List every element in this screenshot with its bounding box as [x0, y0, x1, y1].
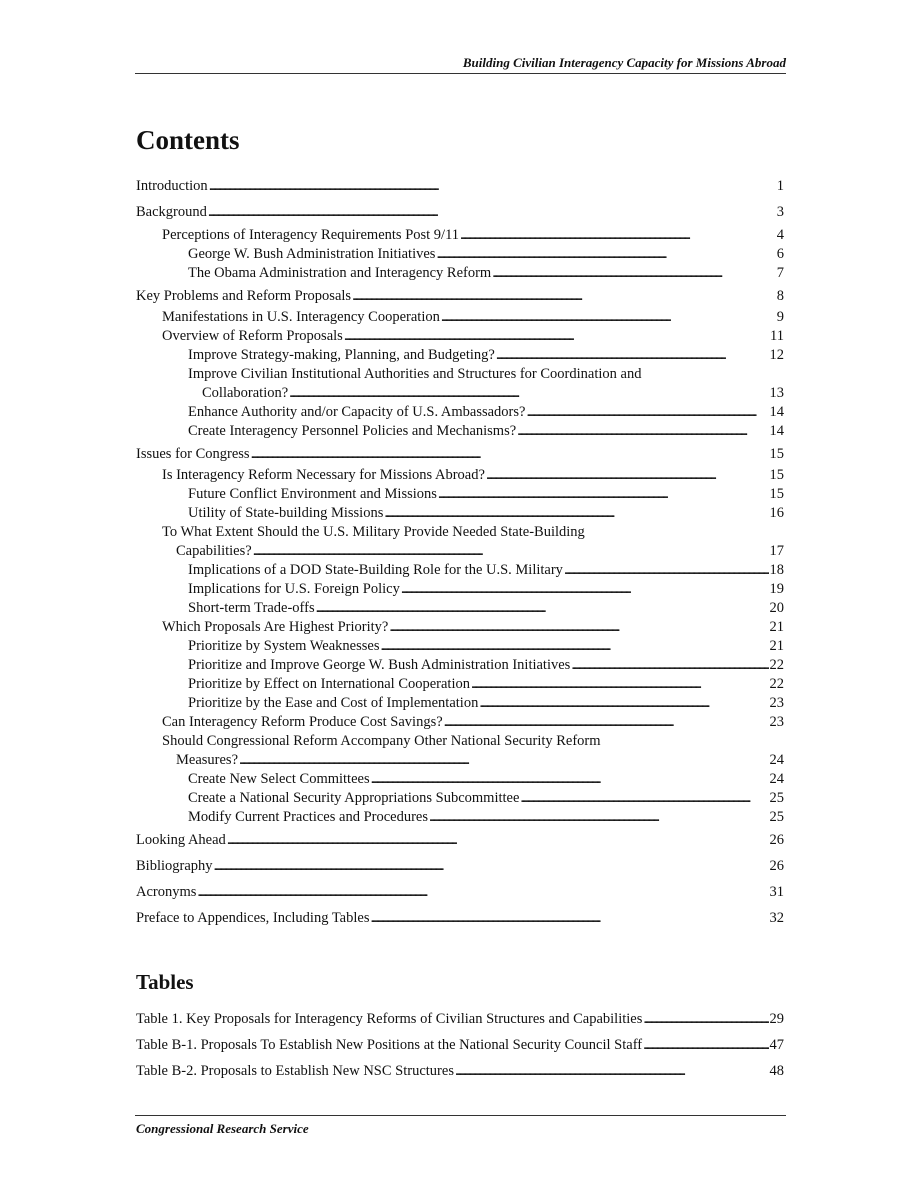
- tables-heading: Tables: [136, 970, 194, 994]
- toc-entry-introduction[interactable]: [136, 177, 784, 196]
- toc-entry-title: Key Problems and Reform Proposals: [136, 288, 352, 304]
- toc-page-number: 23: [769, 695, 784, 711]
- dot-leader: [239, 751, 768, 770]
- toc-entry-obama-reform[interactable]: [136, 264, 784, 283]
- toc-entry-title: George W. Bush Administration Initiatives: [188, 246, 436, 262]
- toc-entry-trade-offs[interactable]: [136, 599, 784, 618]
- toc-entry-personnel-policies[interactable]: [136, 422, 784, 441]
- toc-page-number: 21: [769, 638, 784, 654]
- toc-entry-international-cooperation[interactable]: [136, 675, 784, 694]
- toc-page-number: 11: [770, 328, 784, 344]
- toc-entry-title: Manifestations in U.S. Interagency Cooperation: [162, 309, 440, 325]
- toc-entry-military-capabilities[interactable]: [136, 523, 784, 561]
- toc-entry-improve-bush-initiatives[interactable]: [136, 656, 784, 675]
- toc-page-number: 13: [769, 385, 784, 401]
- toc-entry-background[interactable]: [136, 203, 784, 222]
- running-header: Building Civilian Interagency Capacity for Missions Abroad: [462, 55, 786, 70]
- dot-leader: [571, 656, 768, 675]
- dot-leader: [401, 580, 769, 599]
- toc-entry-title: Prioritize and Improve George W. Bush Administration Initiatives: [188, 657, 571, 673]
- dot-leader: [344, 327, 769, 346]
- toc-entry-preface-appendices[interactable]: [136, 909, 784, 928]
- toc-page-number: 15: [769, 446, 784, 462]
- toc-page-number: 22: [769, 657, 784, 673]
- toc-entry-issues-congress[interactable]: [136, 445, 784, 464]
- toc-entry-title-line1: Improve Civilian Institutional Authorities and Structures for Coordination and: [188, 366, 642, 382]
- toc-page-number: 3: [776, 204, 784, 220]
- dot-leader: [496, 346, 769, 365]
- toc-page-number: 24: [769, 771, 784, 787]
- dot-leader: [438, 485, 769, 504]
- dot-leader: [564, 561, 769, 580]
- tables-entry-table-1[interactable]: [136, 1010, 784, 1029]
- toc-entry-state-building-utility[interactable]: [136, 504, 784, 523]
- toc-entry-title: Utility of State-building Missions: [188, 505, 384, 521]
- dot-leader: [517, 422, 768, 441]
- toc-entry-dod-implications[interactable]: [136, 561, 784, 580]
- toc-page-number: 8: [776, 288, 784, 304]
- toc-entry-title: Background: [136, 204, 207, 220]
- toc-page-number: 23: [769, 714, 784, 730]
- toc-entry-title: Create Interagency Personnel Policies and Mechanisms?: [188, 423, 517, 439]
- tables-page-number: 29: [769, 1011, 784, 1027]
- tables-entry-title: Table 1. Key Proposals for Interagency Reforms of Civilian Structures and Capabilities: [136, 1011, 643, 1027]
- toc-entry-strategy-making[interactable]: [136, 346, 784, 365]
- toc-entry-title: Issues for Congress: [136, 446, 250, 462]
- toc-page-number: 12: [769, 347, 784, 363]
- dot-leader: [289, 384, 768, 403]
- dot-leader: [492, 264, 776, 283]
- dot-leader: [526, 403, 768, 422]
- dot-leader: [460, 226, 776, 245]
- toc-entry-title: Bibliography: [136, 858, 213, 874]
- dot-leader: [209, 177, 776, 196]
- toc-entry-title: Acronyms: [136, 884, 197, 900]
- toc-entry-title: Short-term Trade-offs: [188, 600, 315, 616]
- toc-entry-title: Prioritize by the Ease and Cost of Implementation: [188, 695, 479, 711]
- dot-leader: [371, 770, 769, 789]
- tables-entry-table-b2[interactable]: [136, 1062, 784, 1081]
- dot-leader: [643, 1036, 768, 1055]
- toc-page-number: 22: [769, 676, 784, 692]
- toc-entry-title: Perceptions of Interagency Requirements Post 9/11: [162, 227, 460, 243]
- toc-entry-ease-cost[interactable]: [136, 694, 784, 713]
- contents-heading: Contents: [136, 125, 240, 155]
- toc-page-number: 24: [769, 752, 784, 768]
- tables-page-number: 48: [769, 1063, 784, 1079]
- toc-entry-title: Capabilities?: [176, 543, 252, 559]
- dot-leader: [251, 445, 769, 464]
- toc-page-number: 25: [769, 809, 784, 825]
- dot-leader: [316, 599, 769, 618]
- toc-entry-title-line1: Should Congressional Reform Accompany Other National Security Reform: [162, 733, 601, 749]
- dot-leader: [384, 504, 768, 523]
- toc-page-number: 26: [769, 858, 784, 874]
- running-footer: Congressional Research Service: [136, 1121, 309, 1136]
- toc-entry-cost-savings[interactable]: [136, 713, 784, 732]
- toc-page-number: 1: [776, 178, 784, 194]
- toc-entry-title: Future Conflict Environment and Missions: [188, 486, 437, 502]
- toc-entry-manifestations[interactable]: [136, 308, 784, 327]
- toc-entry-appropriations-subcommittee[interactable]: [136, 789, 784, 808]
- dot-leader: [520, 789, 768, 808]
- dot-leader: [455, 1062, 769, 1081]
- toc-entry-future-conflict[interactable]: [136, 485, 784, 504]
- toc-entry-congressional-reform[interactable]: [136, 732, 784, 770]
- toc-page-number: 7: [776, 265, 784, 281]
- toc-entry-system-weaknesses[interactable]: [136, 637, 784, 656]
- toc-page-number: 4: [776, 227, 784, 243]
- toc-entry-title: Collaboration?: [202, 385, 289, 401]
- toc-entry-title: Create a National Security Appropriations Subcommittee: [188, 790, 520, 806]
- toc-entry-title: Which Proposals Are Highest Priority?: [162, 619, 389, 635]
- toc-entry-acronyms[interactable]: [136, 883, 784, 902]
- dot-leader: [214, 857, 769, 876]
- toc-entry-title: The Obama Administration and Interagency Reform: [188, 265, 492, 281]
- dot-leader: [441, 308, 776, 327]
- dot-leader: [370, 909, 768, 928]
- toc-page-number: 31: [769, 884, 784, 900]
- dot-leader: [643, 1010, 768, 1029]
- toc-page-number: 25: [769, 790, 784, 806]
- toc-page-number: 20: [769, 600, 784, 616]
- dot-leader: [479, 694, 768, 713]
- tables-entry-title: Table B-2. Proposals to Establish New NSC Structures: [136, 1063, 454, 1079]
- tables-page-number: 47: [769, 1037, 784, 1053]
- tables-entry-title: Table B-1. Proposals To Establish New Positions at the National Security Council Staff: [136, 1037, 643, 1053]
- dot-leader: [208, 203, 776, 222]
- toc-entry-title-line1: To What Extent Should the U.S. Military Provide Needed State-Building: [162, 524, 585, 540]
- toc-page-number: 17: [769, 543, 784, 559]
- dot-leader: [352, 287, 776, 306]
- toc-entry-civilian-authorities[interactable]: [136, 365, 784, 403]
- toc-entry-title: Is Interagency Reform Necessary for Missions Abroad?: [162, 467, 485, 483]
- toc-entry-title: Implications for U.S. Foreign Policy: [188, 581, 400, 597]
- toc-entry-title: Prioritize by System Weaknesses: [188, 638, 380, 654]
- toc-entry-overview[interactable]: [136, 327, 784, 346]
- toc-entry-title: Can Interagency Reform Produce Cost Savings?: [162, 714, 443, 730]
- toc-entry-title: Implications of a DOD State-Building Role for the U.S. Military: [188, 562, 563, 578]
- dot-leader: [444, 713, 769, 732]
- toc-entry-title: Modify Current Practices and Procedures: [188, 809, 428, 825]
- toc-page-number: 32: [769, 910, 784, 926]
- toc-entry-bush-initiatives[interactable]: [136, 245, 784, 264]
- toc-page-number: 9: [776, 309, 784, 325]
- toc-page-number: 26: [769, 832, 784, 848]
- toc-page-number: 15: [769, 486, 784, 502]
- toc-page-number: 18: [769, 562, 784, 578]
- dot-leader: [197, 883, 768, 902]
- toc-entry-title: Preface to Appendices, Including Tables: [136, 910, 370, 926]
- toc-entry-highest-priority[interactable]: [136, 618, 784, 637]
- header-rule: [135, 73, 786, 74]
- toc-entry-ambassadors[interactable]: [136, 403, 784, 422]
- dot-leader: [436, 245, 775, 264]
- dot-leader: [227, 831, 769, 850]
- footer-rule: [135, 1115, 786, 1116]
- toc-entry-title: Improve Strategy-making, Planning, and Budgeting?: [188, 347, 495, 363]
- toc-entry-looking-ahead[interactable]: [136, 831, 784, 850]
- toc-entry-reform-necessary[interactable]: [136, 466, 784, 485]
- toc-entry-perceptions[interactable]: [136, 226, 784, 245]
- toc-page-number: 14: [769, 423, 784, 439]
- toc-entry-foreign-policy[interactable]: [136, 580, 784, 599]
- toc-entry-title: Overview of Reform Proposals: [162, 328, 343, 344]
- toc-page-number: 19: [769, 581, 784, 597]
- toc-entry-select-committees[interactable]: [136, 770, 784, 789]
- dot-leader: [429, 808, 769, 827]
- toc-entry-title: Introduction: [136, 178, 208, 194]
- toc-page-number: 16: [769, 505, 784, 521]
- dot-leader: [253, 542, 769, 561]
- toc-entry-title: Prioritize by Effect on International Cooperation: [188, 676, 470, 692]
- dot-leader: [471, 675, 769, 694]
- toc-entry-title: Enhance Authority and/or Capacity of U.S. Ambassadors?: [188, 404, 526, 420]
- toc-page-number: 14: [769, 404, 784, 420]
- toc-entry-modify-practices[interactable]: [136, 808, 784, 827]
- toc-entry-title: Looking Ahead: [136, 832, 226, 848]
- dot-leader: [486, 466, 769, 485]
- toc-page-number: 21: [769, 619, 784, 635]
- dot-leader: [380, 637, 768, 656]
- toc-page-number: 15: [769, 467, 784, 483]
- tables-entry-table-b1[interactable]: [136, 1036, 784, 1055]
- toc-entry-title: Measures?: [176, 752, 239, 768]
- dot-leader: [389, 618, 768, 637]
- toc-entry-key-problems[interactable]: [136, 287, 784, 306]
- toc-entry-title: Create New Select Committees: [188, 771, 370, 787]
- toc-page-number: 6: [776, 246, 784, 262]
- toc-entry-bibliography[interactable]: [136, 857, 784, 876]
